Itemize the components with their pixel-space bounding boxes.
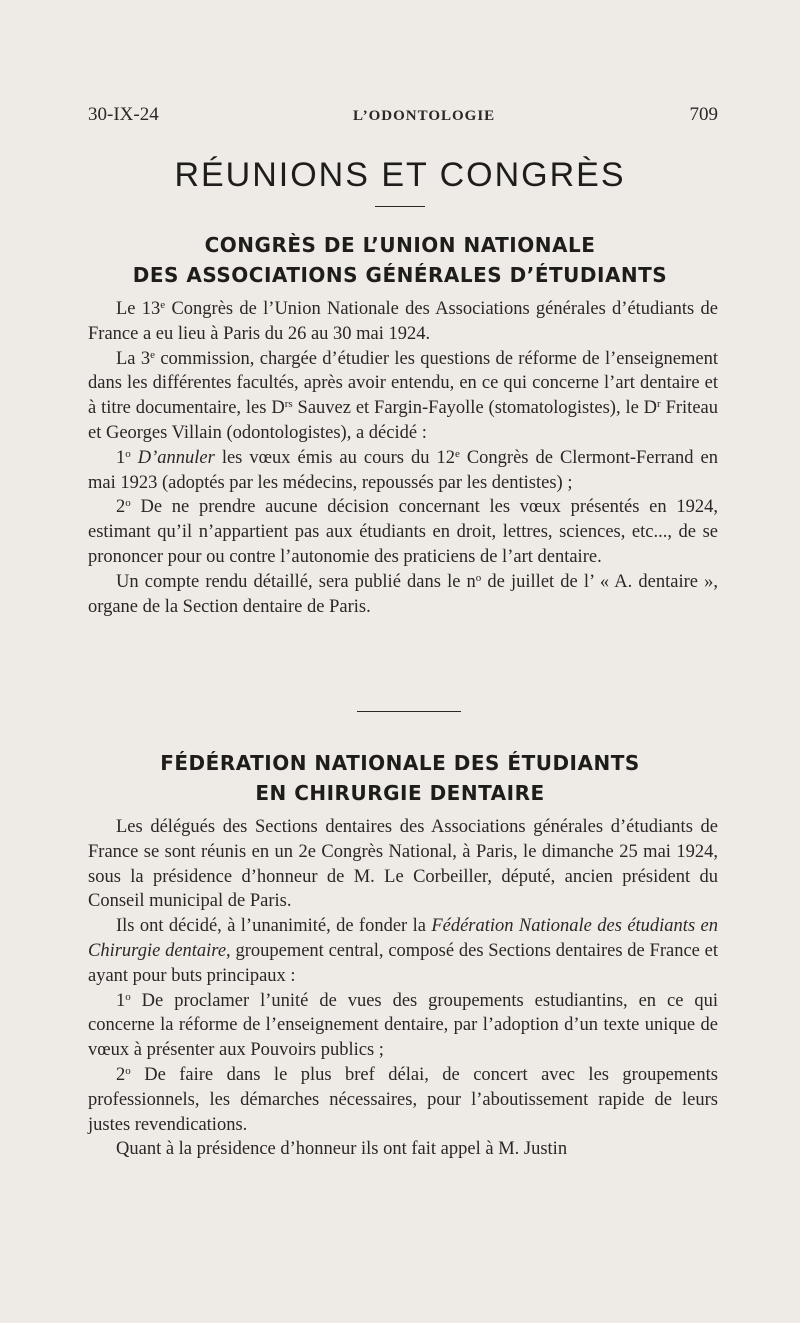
paragraph: Les délégués des Sections dentaires des Associations générales d’étudiants de France se sont réunis en un 2e Congrès National, à Paris, le dimanche 25 mai 1924, sous la présidence d’honneur de M. Le Corbeiller, député, ancien président du Conseil municipal de Paris.	[88, 817, 718, 912]
paragraph: La 3e commission, chargée d’étudier les questions de réforme de l’enseignement dans les différentes facultés, après avoir entendu, en ce qui concerne l’art dentaire et à titre documentaire, les $D^{rs}$ Sauvez et Fargin-Fayolle (stomatologistes), le $D^r$ Friteau et Georges Villain (odontologistes), a décidé :	[88, 348, 718, 443]
section2-title	[0, 748, 800, 808]
paragraph: 1$^o$ De proclamer l’unité de vues des groupements estudiantins, en ce qui concerne la réforme de l’enseignement dentaire, par l’adoption d’un texte unique de vœux à présenter aux Pouvoirs publics ;	[88, 990, 718, 1061]
journal-title: L’ODONTOLOGIE	[352, 108, 496, 124]
paragraph: 1$^o$ D’annuler les vœux émis au cours du 12e Congrès de Clermont-Ferrand en mai 1923 (adoptés par les médecins, repoussés par les dentistes) ;	[88, 447, 718, 493]
section-divider	[357, 711, 461, 712]
running-header	[88, 104, 718, 126]
paragraph: Ils ont décidé, à l’unanimité, de fonder la Fédération Nationale des étudiants en Chirurgie dentaire, groupement central, composé des Sections dentaires de France et ayant pour buts principaux :	[88, 916, 719, 986]
section2-title-line2: EN CHIRURGIE DENTAIRE	[255, 781, 545, 805]
page-title: RÉUNIONS ET CONGRÈS	[174, 156, 626, 194]
section2-title-line1: FÉDÉRATION NATIONALE DES ÉTUDIANTS	[160, 751, 640, 775]
section1-body	[88, 297, 718, 619]
paragraph: Quant à la présidence d’honneur ils ont fait appel à M. Justin	[116, 1139, 568, 1160]
paragraph: Le 13e Congrès de l’Union Nationale des Associations générales d’étudiants de France a eu lieu à Paris du 26 au 30 mai 1924.	[88, 299, 718, 344]
section2-body	[88, 815, 718, 1162]
paragraph: Un compte rendu détaillé, sera publié dans le $n^o$ de juillet de l’ « A. dentaire », organe de la Section dentaire de Paris.	[88, 571, 718, 617]
title-divider	[375, 206, 425, 207]
section1-title-line2: DES ASSOCIATIONS GÉNÉRALES D’ÉTUDIANTS	[132, 263, 668, 287]
issue-date: 30-IX-24	[88, 104, 159, 125]
section1-title-line1: CONGRÈS DE L’UNION NATIONALE	[204, 233, 596, 257]
page-number: 709	[689, 104, 718, 125]
paragraph: 2$^o$ De ne prendre aucune décision concernant les vœux présentés en 1924, estimant qu’il n’appartient pas aux étudiants en droit, lettres, sciences, etc..., de se prononcer pour ou contre l’autonomie des praticiens de l’art dentaire.	[88, 497, 718, 567]
paragraph: 2$^o$ De faire dans le plus bref délai, de concert avec les groupements professionnels, les démarches nécessaires, pour l’aboutissement rapide de leurs justes revendications.	[88, 1064, 718, 1135]
section1-title	[0, 230, 800, 290]
